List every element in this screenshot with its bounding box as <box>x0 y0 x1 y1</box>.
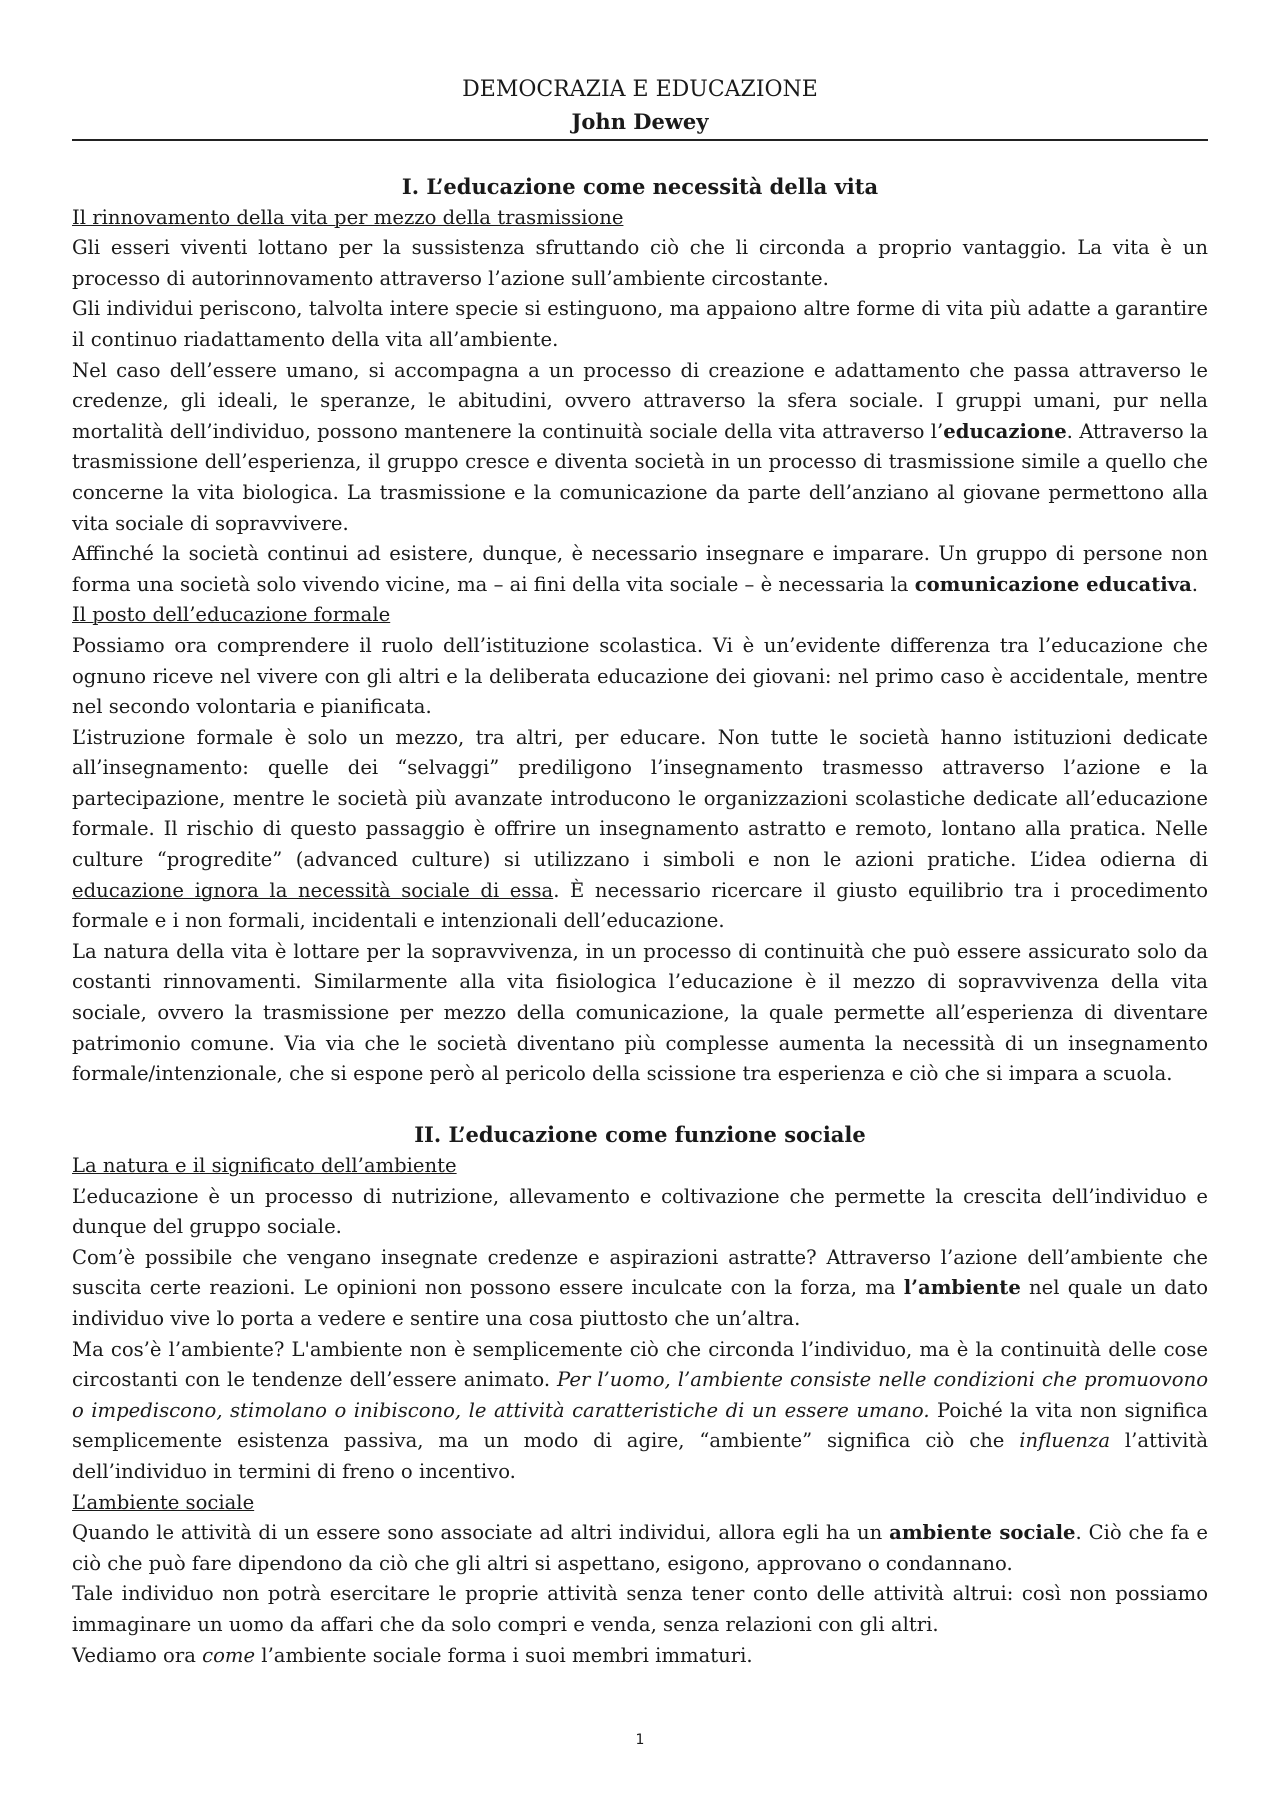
paragraph: Nel caso dell’essere umano, si accompagna a un processo di creazione e adattamento che passa attraverso le credenze, gli ideali, le speranze, le abitudini, ovvero attraverso la sfera sociale. I gruppi umani, pur nella mortalità dell’individuo, possono mantenere la continuità sociale della vita attraverso l’educazione. Attraverso la trasmissione dell’esperienza, il gruppo cresce e diventa società in un processo di trasmissione simile a quello che concerne la vita biologica. La trasmissione e la comunicazione da parte dell’anziano al giovane permettono alla vita sociale di sopravvivere. <box>72 358 1208 535</box>
paragraph: Vediamo ora come l’ambiente sociale forma i suoi membri immaturi. <box>72 1643 753 1667</box>
keyword-ambiente-sociale: ambiente sociale <box>889 1521 1076 1545</box>
chapter-2-heading: II. L’educazione come funzione sociale <box>414 1122 866 1148</box>
section-1-2-title: Il posto dell’educazione formale <box>72 603 391 627</box>
title-divider <box>72 139 1208 141</box>
section-2-1-title: La natura e il significato dell’ambiente <box>72 1154 457 1177</box>
keyword-comunicazione-educativa: comunicazione educativa <box>914 572 1192 596</box>
document-page <box>72 0 1208 1810</box>
italic-definition: Per l’uomo, l’ambiente consiste nelle condizioni che promuovono o impediscono, stimolano o inibiscono, le attività caratteristiche di un essere umano. <box>72 1368 1208 1422</box>
keyword-ambiente: l’ambiente <box>903 1276 1021 1300</box>
paragraph: La natura della vita è lottare per la sopravvivenza, in un processo di continuità che può essere assicurato solo da costanti rinnovamenti. Similarmente alla vita fisiologica l’educazione è il mezzo di sopravvivenza della vita sociale, ovvero la trasmissione per mezzo della comunicazione, la quale permette all’esperienza di diventare patrimonio comune. Via via che le società diventano più complesse aumenta la necessità di un insegnamento formale/intenzionale, che si espone però al pericolo della scissione tra esperienza e ciò che si impara a scuola. <box>72 939 1208 1086</box>
section-1-1-title: Il rinnovamento della vita per mezzo della trasmissione <box>72 205 624 229</box>
underlined-phrase: educazione ignora la necessità sociale di essa <box>72 878 554 902</box>
keyword-educazione: educazione <box>943 419 1067 443</box>
paragraph: Gli esseri viventi lottano per la sussistenza sfruttando ciò che li circonda a proprio vantaggio. La vita è un processo di autorinnovamento attraverso l’azione sull’ambiente circostante. <box>72 236 1208 290</box>
paragraph: Gli individui periscono, talvolta intere specie si estinguono, ma appaiono altre forme di vita più adatte a garantire il continuo riadattamento della vita all’ambiente. <box>72 297 1208 351</box>
document-author: John Dewey <box>571 109 709 134</box>
document-body <box>72 172 1208 1671</box>
paragraph: Affinché la società continui ad esistere, dunque, è necessario insegnare e imparare. Un gruppo di persone non forma una società solo vivendo vicine, ma – ai fini della vita sociale – è necessaria la comunicazione educativa. <box>72 542 1208 596</box>
italic-word: influenza <box>1019 1429 1111 1453</box>
paragraph: L’istruzione formale è solo un mezzo, tra altri, per educare. Non tutte le società hanno istituzioni dedicate all’insegnamento: quelle dei “selvaggi” prediligono l’insegnamento trasmesso attraverso l’azione e la partecipazione, mentre le società più avanzate introducono le organizzazioni scolastiche dedicate all’educazione formale. Il rischio di questo passaggio è offrire un insegnamento astratto e remoto, lontano alla pratica. Nelle culture “progredite” (advanced culture) si utilizzano i simboli e non le azioni pratiche. L’idea odierna di educazione ignora la necessità sociale di essa. È necessario ricercare il giusto equilibrio tra i procedimento formale e i non formali, incidentali e intenzionali dell’educazione. <box>72 725 1208 933</box>
paragraph: Ma cos’è l’ambiente? L'ambiente non è semplicemente ciò che circonda l’individuo, ma è la continuità delle cose circostanti con le tendenze dell’essere animato. Per l’uomo, l’ambiente consiste nelle condizioni che promuovono o impediscono, stimolano o inibiscono, le attività caratteristiche di un essere umano. Poiché la vita non significa semplicemente esistenza passiva, ma un modo di agire, “ambiente” significa ciò che influenza l’attività dell’individuo in termini di freno o incentivo. <box>72 1337 1209 1483</box>
paragraph: Com’è possibile che vengano insegnate credenze e aspirazioni astratte? Attraverso l’azione dell’ambiente che suscita certe reazioni. Le opinioni non possono essere inculcate con la forza, ma l’ambiente nel quale un dato individuo vive lo porta a vedere e sentire una cosa piuttosto che un’altra. <box>72 1245 1208 1330</box>
section-2-2-title: L’ambiente sociale <box>72 1490 255 1514</box>
section-gap <box>72 1090 1208 1121</box>
italic-word: come <box>202 1643 256 1667</box>
paragraph: Quando le attività di un essere sono associate ad altri individui, allora egli ha un ambiente sociale. Ciò che fa e ciò che può fare dipendono da ciò che gli altri si aspettano, esigono, approvano o condannano. <box>72 1521 1208 1575</box>
paragraph: Possiamo ora comprendere il ruolo dell’istituzione scolastica. Vi è un’evidente differenza tra l’educazione che ognuno riceve nel vivere con gli altri e la deliberata educazione dei giovani: nel primo caso è accidentale, mentre nel secondo volontaria e pianificata. <box>72 633 1208 719</box>
chapter-1-heading: I. L’educazione come necessità della vita <box>401 174 879 199</box>
paragraph: L’educazione è un processo di nutrizione, allevamento e coltivazione che permette la crescita dell’individuo e dunque del gruppo sociale. <box>72 1184 1208 1239</box>
page-number: 1 <box>635 1732 645 1748</box>
document-title: DEMOCRAZIA E EDUCAZIONE <box>462 77 818 102</box>
paragraph: Tale individuo non potrà esercitare le proprie attività senza tener conto delle attività altrui: così non possiamo immaginare un uomo da affari che da solo compri e venda, senza relazioni con gli altri. <box>72 1582 1208 1636</box>
